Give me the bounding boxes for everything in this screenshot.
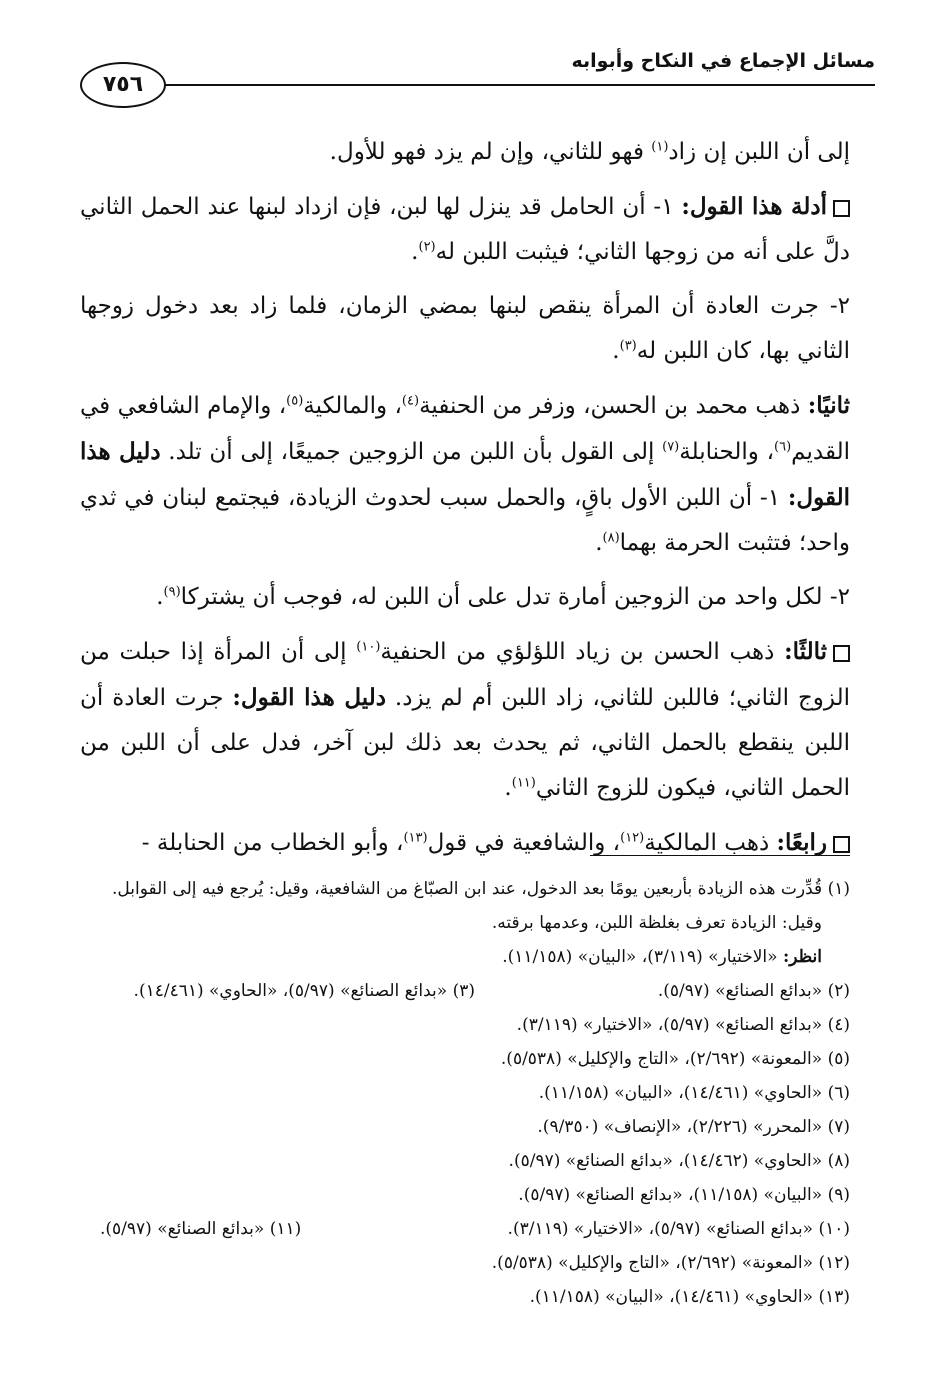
text: ٢- لكل واحد من الزوجين أمارة تدل على أن اللبن له، فوجب أن يشتركا [180,584,850,610]
section-label: دليل هذا القول: [232,684,386,711]
footnote-ref: (٢) [418,239,436,255]
section-label: أدلة هذا القول: [681,193,827,220]
section-label: ثانيًا: [807,392,851,419]
text: ١- أن الحامل قد ينزل لها لبن، فإن ازداد لبنها عند الحمل الثاني دلَّ على أنه من زوجها الثاني؛ فيثبت اللبن له [80,194,850,265]
text: جرت العادة أن اللبن ينقطع بالحمل الثاني، ثم يحدث بعد ذلك لبن آخر، فدل على أن اللبن من الحمل الثاني، فيكون للزوج الثاني [80,685,850,801]
text: إلى أن المرأة إذا حبلت من الزوج الثاني؛ فاللبن للثاني، زاد اللبن أم لم يزد. [80,639,850,711]
text: . [411,239,419,265]
footnote-row-10-11 [80,1212,850,1246]
footnote-ref: (١) [651,139,669,155]
footnote-ref: (٦) [774,439,792,455]
footnote-ref: (٣) [619,338,637,354]
footnote-13: (١٣) «الحاوي» (١٤/٤٦١)، «البيان» (١١/١٥٨). [529,1287,850,1307]
paragraph-1 [80,130,850,175]
footnote-2: (٢) «بدائع الصنائع» (٥/٩٧). [657,981,850,1001]
footnote-7: (٧) «المحرر» (٢/٢٢٦)، «الإنصاف» (٩/٣٥٠). [537,1117,850,1137]
square-bullet-icon [833,200,850,217]
text: ذهب الحسن بن زياد اللؤلؤي من الحنفية [380,639,785,665]
text: ، والشافعية في قول [427,830,621,856]
paragraph-3 [80,284,850,374]
footnote-separator [590,855,850,856]
text: ذهب محمد بن الحسن، وزفر من الحنفية [419,393,808,419]
section-label: دليل هذا القول: [80,438,850,511]
paragraph-5 [80,575,850,620]
footnote-10: (١٠) «بدائع الصنائع» (٥/٩٧)، «الاختيار» (٣/١١٩). [507,1219,850,1239]
footnote-5: (٥) «المعونة» (٢/٦٩٢)، «التاج والإكليل» (٥/٥٣٨). [500,1049,850,1069]
text: ، والإمام الشافعي في القديم [80,393,850,465]
footnote-1-sources: «الاختيار» (٣/١١٩)، «البيان» (١١/١٥٨). [502,947,783,967]
paragraph-4 [80,383,850,566]
running-title: مسائل الإجماع في النكاح وأبوابه [571,50,875,72]
text: ذهب المالكية [644,830,777,856]
text: ٢- جرت العادة أن المرأة ينقص لبنها بمضي الزمان، فلما زاد بعد دخول زوجها الثاني بها، كان اللبن له [80,293,850,364]
footnote-row-2-3 [80,974,850,1008]
paragraph-2 [80,184,850,275]
paragraph-7 [80,820,850,866]
text: إلى القول بأن اللبن من الزوجين جميعًا، إلى أن تلد. [160,439,663,465]
footnote-12: (١٢) «المعونة» (٢/٦٩٢)، «التاج والإكليل» (٥/٥٣٨). [491,1253,850,1273]
footnote-ref: (٧) [662,439,680,455]
footnote-ref: (٨) [602,530,620,546]
text: . [612,338,620,364]
footnote-1: (١) قُدِّرت هذه الزيادة بأربعين يومًا بعد الدخول، عند ابن الصبّاغ من الشافعية، وقيل: يُرجع فيه إلى القوابل. [112,879,850,899]
square-bullet-icon [833,645,850,662]
footnote-3: (٣) «بدائع الصنائع» (٥/٩٧)، «الحاوي» (١٤/٤٦١). [133,981,475,1001]
footnote-4: (٤) «بدائع الصنائع» (٥/٩٧)، «الاختيار» (٣/١١٩). [516,1015,850,1035]
see-label: انظر: [782,947,822,967]
footnote-ref: (٤) [401,393,420,409]
footnote-11: (١١) «بدائع الصنائع» (٥/٩٧). [100,1219,302,1239]
section-label: ثالثًا: [784,638,827,665]
header-rule [160,84,875,86]
footnote-ref: (١١) [511,775,536,791]
paragraph-6 [80,629,850,811]
footnote-ref: (٩) [163,584,181,600]
square-bullet-icon [833,836,850,853]
text: ، والحنابلة [679,439,775,465]
page-number: ٧٥٦ [80,62,166,108]
text: . [156,584,164,610]
text: ، والمالكية [303,393,402,419]
text: فهو للثاني، وإن لم يزد فهو للأول. [329,139,652,165]
text: . [504,775,512,801]
text: إلى أن اللبن إن زاد [668,139,850,165]
page-header [80,46,875,102]
footnote-ref: (١٠) [356,639,381,655]
footnote-ref: (٥) [286,393,304,409]
footnote-1-reference [80,940,850,974]
text: ، وأبو الخطاب من الحنابلة - [141,830,404,856]
section-label: رابعًا: [776,829,827,856]
footnote-9: (٩) «البيان» (١١/١٥٨)، «بدائع الصنائع» (٥/٩٧). [518,1185,850,1205]
footnote-ref: (١٣) [403,830,428,846]
footnotes [80,872,850,1314]
footnote-6: (٦) «الحاوي» (١٤/٤٦١)، «البيان» (١١/١٥٨). [538,1083,850,1103]
main-text [80,130,850,875]
text: . [595,530,603,556]
footnote-1-continued: وقيل: الزيادة تعرف بغلظة اللبن، وعدمها برقته. [491,913,822,933]
footnote-8: (٨) «الحاوي» (١٤/٤٦٢)، «بدائع الصنائع» (٥/٩٧). [508,1151,850,1171]
text: ١- أن اللبن الأول باقٍ، والحمل سبب لحدوث الزيادة، فيجتمع لبنان في ثدي واحد؛ فتثبت الحرمة بهما [80,485,850,556]
footnote-ref: (١٢) [620,830,645,846]
